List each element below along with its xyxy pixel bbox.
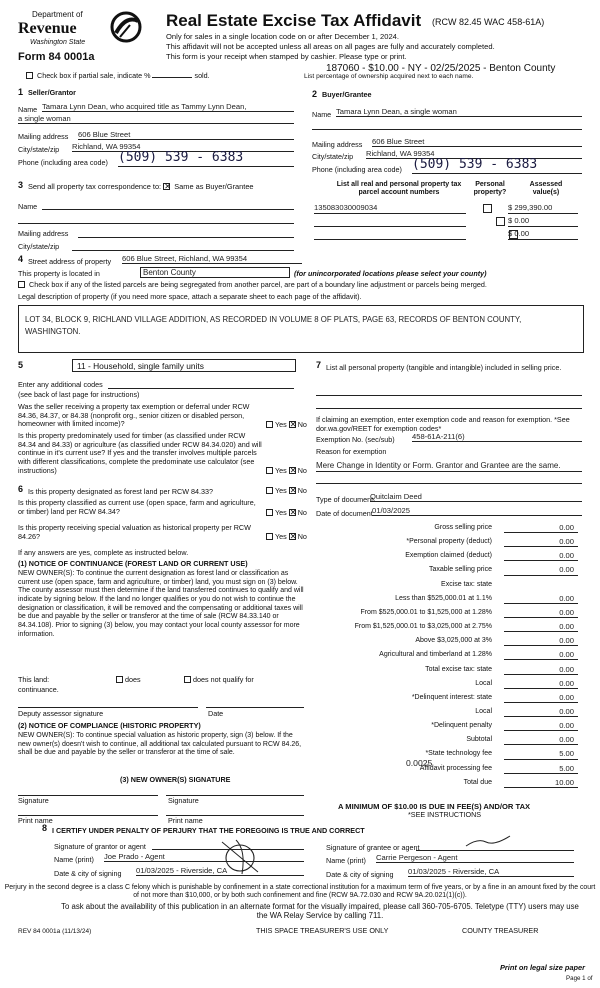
fee-row — [318, 735, 578, 748]
assessor-signature-label: Deputy assessor signature — [18, 709, 104, 718]
seller-phone-label: Phone (including area code) — [18, 158, 108, 167]
timber-answer — [266, 467, 307, 476]
personal-property-checkbox[interactable] — [483, 204, 492, 213]
does-not-label: does not qualify for — [193, 675, 254, 684]
fee-row — [318, 778, 578, 791]
fee-label: Above $3,025,000 at 3% — [415, 637, 492, 645]
exemption-no-label: Exemption No. (sec/sub) — [316, 435, 395, 444]
see-back-note: (see back of last page for instructions) — [18, 390, 140, 399]
notice-2-body: NEW OWNER(S): To continue special valuation as historic property, sign (3) below. If the new owner(s) doesn't wish to continue, all additional tax calculated pursuant to RCW 84.26, shall be due and payable by the seller or transferor at the time of sale. — [18, 732, 302, 757]
dor-emblem-icon — [110, 11, 142, 43]
current-use-answer — [266, 509, 307, 518]
partial-sale-row — [26, 72, 210, 81]
fee-amount[interactable]: 0.00 — [504, 650, 578, 660]
seller-name-label: Name — [18, 105, 38, 114]
doc-type-label: Type of document — [316, 495, 374, 504]
parcel-header-2: parcel account numbers — [358, 189, 440, 197]
revision-label: REV 84 0001a (11/13/24) — [18, 928, 92, 935]
fee-amount[interactable]: 0.00 — [504, 693, 578, 703]
fee-amount[interactable]: 0.00 — [504, 608, 578, 618]
grantee-sig-label: Signature of grantee or agent — [326, 843, 420, 852]
form-title: Real Estate Excise Tax Affidavit — [166, 11, 422, 30]
seller-phone-field[interactable]: (509) 539 - 6383 — [118, 150, 294, 167]
seller-name-1[interactable]: Tamara Lynn Dean, who acquired title as Tammy Lynn Dean, — [42, 102, 294, 112]
personal-header-2: property? — [473, 189, 507, 197]
section-8-number: 8 — [42, 823, 48, 833]
parcel-number-field[interactable] — [314, 216, 466, 227]
current-use-question: Is this property classified as current use (open space, farm and agriculture, or timber) land per RCW 84.34? — [18, 498, 256, 516]
same-as-buyer-label: Same as Buyer/Grantee — [174, 182, 254, 191]
s6q3-yes-checkbox[interactable] — [266, 533, 273, 540]
fee-label: From $525,000.01 to $1,525,000 at 1.28% — [360, 608, 492, 616]
buyer-phone-field[interactable]: (509) 539 - 6383 — [412, 157, 582, 174]
corr-name-field[interactable] — [42, 200, 294, 210]
s6q1-no-label: No — [297, 486, 307, 495]
q2-no-label: No — [297, 466, 307, 475]
minimum-notice: A MINIMUM OF $10.00 IS DUE IN FEE(S) AND/OR TAX — [338, 802, 531, 811]
grantor-date-field[interactable]: 01/03/2025 - Riverside, CA — [136, 866, 304, 876]
seller-heading: Seller/Grantor — [28, 88, 76, 97]
fee-label: *Delinquent interest: state — [411, 693, 492, 701]
buyer-name-field[interactable]: Tamara Lynn Dean, a single woman — [336, 107, 582, 117]
owner-print-label-1: Print name — [18, 816, 53, 825]
fee-label: Gross selling price — [434, 524, 492, 531]
grantor-name-label: Name (print) — [54, 855, 94, 864]
legal-description-field[interactable]: LOT 34, BLOCK 9, RICHLAND VILLAGE ADDITION, AS RECORDED IN VOLUME 8 OF PLATS, PAGE 63, RECORDS OF BENTON COUNTY, WASHINGTON. — [18, 305, 584, 353]
corr-city-label: City/state/zip — [18, 242, 60, 251]
s6q1-yes-label: Yes — [275, 486, 287, 495]
fee-row — [318, 650, 578, 663]
fee-amount[interactable]: 10.00 — [504, 778, 578, 788]
grantee-name-field[interactable]: Carrie Pergeson - Agent — [376, 853, 574, 863]
corr-mail-label: Mailing address — [18, 229, 69, 238]
q1-yes-checkbox[interactable] — [266, 421, 273, 428]
notice-1: Only for sales in a single location code on or after December 1, 2024. — [166, 32, 400, 41]
owner-print-label-2: Print name — [168, 816, 203, 825]
q2-no-checkbox[interactable] — [289, 467, 296, 474]
fee-label: *State technology fee — [425, 750, 492, 758]
notice-1-heading: (1) NOTICE OF CONTINUANCE (FOREST LAND OR CURRENT USE) — [18, 559, 248, 568]
s6q3-no-checkbox[interactable] — [289, 533, 296, 540]
form-number: Form 84 0001a — [18, 51, 95, 63]
county-select[interactable] — [140, 267, 290, 278]
assessed-header — [516, 181, 576, 198]
fee-row — [318, 693, 578, 706]
s6q2-yes-label: Yes — [275, 508, 287, 517]
corr-name-label: Name — [18, 202, 38, 211]
does-option — [116, 676, 141, 685]
doc-type-field[interactable]: Quitclaim Deed — [370, 492, 582, 502]
section-7-number: 7 — [316, 360, 322, 370]
located-label: This property is located in — [18, 269, 100, 278]
buyer-city-label: City/state/zip — [312, 152, 354, 161]
does-checkbox[interactable] — [116, 676, 123, 683]
notice-3: This form is your receipt when stamped by cashier. Please type or print. — [166, 52, 407, 61]
fee-amount[interactable]: 0.00 — [504, 565, 578, 575]
partial-sale-label: Check box if partial sale, indicate % — [37, 71, 151, 80]
segregated-checkbox[interactable] — [18, 281, 25, 288]
fee-label: Excise tax: state — [441, 580, 492, 588]
seller-city-field[interactable]: Richland, WA 99354 — [72, 142, 294, 152]
fee-row — [318, 580, 578, 593]
does-not-option — [184, 676, 254, 685]
fee-amount[interactable]: 0.00 — [504, 721, 578, 731]
personal-header — [470, 181, 510, 198]
dor-logo — [16, 9, 146, 51]
fee-amount[interactable]: 0.00 — [504, 537, 578, 547]
fee-label: Less than $525,000.01 at 1.1% — [395, 594, 492, 602]
buyer-name-line-2[interactable] — [312, 128, 582, 130]
assessor-date-field[interactable] — [206, 698, 304, 708]
section-2-number: 2 — [312, 89, 318, 99]
correspondence-row — [28, 183, 254, 192]
buyer-city-field[interactable]: Richland, WA 99354 — [366, 149, 582, 159]
doc-date-field[interactable]: 01/03/2025 — [372, 506, 582, 516]
form-title-ref: (RCW 82.45 WAC 458-61A) — [432, 17, 545, 27]
fee-label: Local — [475, 707, 492, 715]
historic-question: Is this property receiving special valuation as historical property per RCW 84.26? — [18, 523, 251, 541]
fee-amount[interactable]: 0.00 — [504, 594, 578, 604]
corr-name-line-2[interactable] — [18, 214, 294, 224]
seller-name-2[interactable]: a single woman — [18, 114, 294, 124]
use-code-select[interactable] — [72, 359, 296, 372]
fee-row — [318, 551, 578, 564]
grantor-date-label: Date & city of signing — [54, 869, 122, 878]
s6q1-yes-checkbox[interactable] — [266, 487, 273, 494]
q1-no-checkbox[interactable] — [289, 421, 296, 428]
fee-amount[interactable]: 0.00 — [504, 551, 578, 561]
section-4-number: 4 — [18, 254, 24, 264]
fee-row — [318, 594, 578, 607]
assessed-value-field[interactable]: $ 0.00 — [508, 216, 578, 227]
fee-amount[interactable]: 0.00 — [504, 523, 578, 533]
partial-sale-checkbox[interactable] — [26, 72, 33, 79]
notice-3-heading: (3) NEW OWNER(S) SIGNATURE — [120, 775, 231, 784]
see-instructions: *SEE INSTRUCTIONS — [408, 810, 482, 819]
q2-yes-checkbox[interactable] — [266, 467, 273, 474]
fee-label: Agricultural and timberland at 1.28% — [379, 651, 492, 659]
s6q2-no-label: No — [297, 508, 307, 517]
fee-row — [318, 523, 578, 536]
buyer-heading: Buyer/Grantee — [322, 90, 372, 99]
same-as-buyer-checkbox[interactable] — [163, 183, 170, 190]
segregated-row — [18, 281, 487, 290]
property-street-field[interactable]: 606 Blue Street, Richland, WA 99354 — [122, 254, 302, 264]
personal-header-1: Personal — [475, 181, 505, 188]
personal-property-checkbox[interactable] — [496, 217, 505, 226]
street-label: Street address of property — [28, 257, 112, 266]
fee-amount[interactable]: 0.00 — [504, 665, 578, 675]
use-code-value: 11 - Household, single family units — [77, 361, 204, 371]
fee-row — [318, 707, 578, 720]
grantor-sig-label: Signature of grantor or agent — [54, 842, 146, 851]
fee-amount[interactable]: 0.00 — [504, 679, 578, 689]
local-rate: 0.0025 — [406, 758, 433, 768]
fee-label: Taxable selling price — [428, 566, 492, 574]
grantor-signature-icon — [216, 838, 266, 876]
additional-codes-field[interactable] — [108, 379, 294, 389]
revenue-label: Revenue — [18, 20, 77, 37]
segregated-label: Check box if any of the listed parcels are being segregated from another parcel, are part of a boundary line adjustment or parcels being merged. — [29, 280, 487, 289]
owner-signature-1[interactable] — [18, 786, 158, 796]
parcel-number-field[interactable]: 135083030009034 — [314, 203, 466, 214]
exemption-intro: If claiming an exemption, enter exemption code and reason for exemption. *See dor.wa.gov/REET for exemption codes* — [316, 415, 570, 433]
page-number: Page 1 of — [566, 975, 593, 982]
fee-label: From $1,525,000.01 to $3,025,000 at 2.75% — [354, 623, 492, 631]
s6q1-no-checkbox[interactable] — [289, 487, 296, 494]
cashier-stamp: 187060 - $10.00 - NY - 02/25/2025 - Benton County — [326, 63, 556, 74]
notice-2-heading: (2) NOTICE OF COMPLIANCE (HISTORIC PROPERTY) — [18, 721, 201, 730]
continuance-label: continuance. — [18, 685, 59, 694]
parcel-number-field[interactable] — [314, 229, 466, 240]
fee-row — [318, 764, 578, 777]
legal-size-note: Print on legal size paper — [500, 963, 586, 972]
alt-format-notice: To ask about the availability of this publication in an alternate format for the visually impaired, please call 360-705-6705. Teletype (TTY) users may use the WA Relay Service by calling 711. — [61, 902, 579, 920]
assessed-value-field[interactable]: $ 299,390.00 — [508, 203, 578, 214]
corr-city-field[interactable] — [72, 241, 294, 251]
doc-date-label: Date of document — [316, 509, 373, 518]
fee-label: Total excise tax: state — [425, 665, 492, 673]
legal-label: Legal description of property (if you need more space, attach a separate sheet to each page of the affidavit). — [18, 292, 362, 301]
notice-1-body: NEW OWNER(S): To continue the current designation as forest land or classification as current use (open space, farm and agriculture, or timber) land, you must sign on (3) below. The county assessor must then determine if the land transferred continues to qualify and will indicate by signing below. If the land no longer qualifies or you do not wish to continue the designation or classification, it will be removed and the compensating or additional taxes will be due and payable by the seller or transferor at the time of sale (RCW 84.33.140 or 84.34.108). Prior to signing (3) below, you may contact your local county assessor for more information. — [18, 570, 304, 638]
buyer-mail-field[interactable]: 606 Blue Street — [372, 137, 582, 147]
q1-yes-label: Yes — [275, 420, 287, 429]
fee-row — [318, 565, 578, 578]
fee-label: *Personal property (deduct) — [406, 538, 492, 546]
buyer-name-label: Name — [312, 110, 332, 119]
parcel-header-1: List all real and personal property tax — [336, 181, 462, 188]
seller-city-label: City/state/zip — [18, 145, 60, 154]
unincorporated-note: (for unincorporated locations please select your county) — [294, 269, 487, 278]
county-treasurer-label: COUNTY TREASURER — [462, 926, 539, 935]
fee-amount[interactable]: 0.00 — [504, 707, 578, 717]
treasurer-only-label: THIS SPACE TREASURER'S USE ONLY — [256, 926, 389, 935]
forest-answer — [266, 487, 307, 496]
assessor-signature-field[interactable] — [18, 698, 198, 708]
section-6-number: 6 — [18, 484, 24, 494]
assessed-header-1: Assessed — [529, 181, 563, 188]
perjury-statement: Perjury in the second degree is a class C felony which is punishable by confinement in a state correctional institution for a maximum term of five years, or by a fine in an amount fixed by the court of not more than $10,000, or by both such confinement and fine (RCW 9A.72.030 and RCW 9A.20.021(1)(c)). — [4, 884, 596, 900]
assessor-date-label: Date — [208, 709, 224, 718]
owner-signature-label-1: Signature — [18, 796, 49, 805]
reason-label: Reason for exemption — [316, 447, 387, 456]
wa-state-label: Washington State — [30, 39, 86, 46]
q2-yes-label: Yes — [275, 466, 287, 475]
fee-row — [318, 721, 578, 734]
section-1-number: 1 — [18, 87, 24, 97]
personal-property-field-1[interactable] — [316, 386, 582, 396]
fee-row — [318, 665, 578, 678]
grantee-name-label: Name (print) — [326, 856, 366, 865]
does-not-checkbox[interactable] — [184, 676, 191, 683]
owner-print-1[interactable] — [18, 806, 158, 816]
historic-answer — [266, 533, 307, 542]
seller-mail-field[interactable]: 606 Blue Street — [78, 130, 294, 140]
does-label: does — [125, 675, 141, 684]
s6q3-no-label: No — [297, 532, 307, 541]
owner-signature-label-2: Signature — [168, 796, 199, 805]
seller-mail-label: Mailing address — [18, 132, 69, 141]
fee-label: *Delinquent penalty — [431, 722, 492, 730]
personal-property-label: List all personal property (tangible and intangible) included in selling price. — [326, 363, 562, 372]
fee-amount[interactable]: 0.00 — [504, 735, 578, 745]
fee-row — [318, 608, 578, 621]
ownership-note: List percentage of ownership acquired next to each name. — [304, 73, 474, 80]
personal-property-field-2[interactable] — [316, 399, 582, 409]
fee-row — [318, 679, 578, 692]
partial-sale-percent[interactable] — [152, 77, 192, 78]
assessed-value-field[interactable]: $ 0.00 — [508, 229, 578, 240]
fee-amount[interactable]: 5.00 — [504, 764, 578, 774]
county-select-value: Benton County — [143, 268, 196, 277]
fee-row — [318, 622, 578, 635]
fee-amount[interactable]: 0.00 — [504, 636, 578, 646]
s6q2-yes-checkbox[interactable] — [266, 509, 273, 516]
fee-label: Local — [475, 679, 492, 687]
section-3-number: 3 — [18, 180, 24, 190]
q1-no-label: No — [297, 420, 307, 429]
exemption-deferral-answer — [266, 421, 307, 430]
fee-row — [318, 636, 578, 649]
reason-field-2[interactable] — [316, 474, 582, 484]
s6q3-yes-label: Yes — [275, 532, 287, 541]
fee-row — [318, 537, 578, 550]
fee-label: Affidavit processing fee — [419, 764, 492, 772]
certify-statement: I CERTIFY UNDER PENALTY OF PERJURY THAT THE FOREGOING IS TRUE AND CORRECT — [52, 826, 365, 835]
additional-codes-label: Enter any additional codes — [18, 380, 103, 389]
this-land-label: This land: — [18, 675, 50, 684]
fee-amount[interactable]: 0.00 — [504, 622, 578, 632]
fee-label: Total due — [463, 778, 492, 786]
owner-print-2[interactable] — [166, 806, 304, 816]
corr-mail-field[interactable] — [78, 228, 294, 238]
buyer-mail-label: Mailing address — [312, 140, 363, 149]
s6q2-no-checkbox[interactable] — [289, 509, 296, 516]
grantee-date-label: Date & city of signing — [326, 870, 394, 879]
owner-signature-2[interactable] — [166, 786, 304, 796]
partial-sale-sold: sold. — [194, 71, 210, 80]
correspondence-label: Send all property tax correspondence to: — [28, 182, 162, 191]
forest-question: Is this property designated as forest land per RCW 84.33? — [28, 487, 213, 496]
fee-label: Subtotal — [466, 736, 492, 744]
exemption-no-field[interactable]: 458-61A-211(6) — [412, 432, 582, 442]
section-5-number: 5 — [18, 360, 24, 370]
assessed-header-2: value(s) — [532, 189, 560, 197]
parcel-header — [314, 181, 484, 198]
grantee-date-field[interactable]: 01/03/2025 - Riverside, CA — [408, 867, 574, 877]
grantor-name-field[interactable]: Joe Prado - Agent — [104, 852, 304, 862]
fee-row — [318, 749, 578, 762]
grantee-signature-icon — [464, 834, 512, 848]
buyer-phone-label: Phone (including area code) — [312, 165, 402, 174]
fee-amount[interactable]: 5.00 — [504, 749, 578, 759]
timber-question: Is this property predominately used for timber (as classified under RCW 84.34 and 84.33) or agriculture (as classified under RCW 84.34.020) and will continue in it's current use? If yes and the transfer involves multiple parcels with different classifications, complete the predominate use calculator (see instructions) — [18, 431, 262, 475]
notice-2: This affidavit will not be accepted unless all areas on all pages are fully and accurately completed. — [166, 42, 495, 51]
reason-field[interactable]: Mere Change in Identity or Form. Grantor and Grantee are the same. — [316, 461, 582, 472]
if-any-note: If any answers are yes, complete as instructed below. — [18, 548, 189, 557]
exemption-deferral-question: Was the seller receiving a property tax exemption or deferral under RCW 84.36, 84.37, or 84.38 (nonprofit org., senior citizen or disabled person, homeowner with limited income)? — [18, 402, 250, 429]
fee-label: Exemption claimed (deduct) — [405, 552, 492, 560]
dept-of-label: Department of — [32, 10, 83, 19]
